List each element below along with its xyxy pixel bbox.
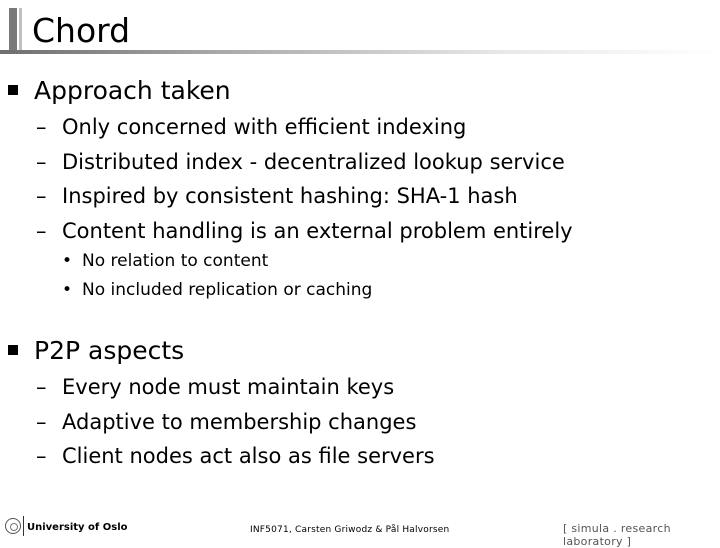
sub-list-item — [62, 279, 372, 301]
list-item — [36, 183, 518, 209]
dash-bullet-icon: – — [36, 410, 47, 434]
section-heading-text: P2P aspects — [34, 336, 185, 365]
footer-university: University of Oslo — [27, 522, 128, 533]
title-accent-bar — [9, 8, 17, 54]
slide-title: Chord — [32, 11, 131, 50]
footer-lab: [ simula . research laboratory ] — [563, 522, 671, 548]
title-accent-bar-light — [19, 8, 22, 54]
dash-bullet-icon: – — [36, 184, 47, 208]
university-seal-icon — [5, 518, 21, 534]
list-item-text: Distributed index - decentralized lookup service — [62, 150, 565, 174]
dash-bullet-icon: – — [36, 375, 47, 399]
sub-list-item — [62, 250, 268, 272]
footer-course: INF5071, Carsten Griwodz & Pål Halvorsen — [250, 525, 450, 535]
list-item — [36, 443, 435, 469]
list-item — [36, 374, 394, 400]
list-item-text: Content handling is an external problem entirely — [62, 219, 573, 243]
sub-list-item-text: No included replication or caching — [82, 280, 373, 300]
dash-bullet-icon: – — [36, 115, 47, 139]
list-item — [36, 218, 573, 244]
square-bullet-icon — [8, 85, 18, 95]
list-item — [36, 409, 416, 435]
sub-list-item-text: No relation to content — [82, 251, 269, 271]
section-heading-approach — [8, 76, 231, 106]
list-item — [36, 149, 565, 175]
list-item-text: Adaptive to membership changes — [62, 410, 417, 434]
list-item-text: Inspired by consistent hashing: SHA-1 hash — [62, 184, 518, 208]
section-heading-p2p — [8, 336, 184, 366]
dash-bullet-icon: – — [36, 219, 47, 243]
footer-divider — [23, 516, 24, 536]
list-item-text: Every node must maintain keys — [62, 375, 395, 399]
dash-bullet-icon: – — [36, 444, 47, 468]
square-bullet-icon — [8, 345, 18, 355]
list-item-text: Only concerned with efficient indexing — [62, 115, 467, 139]
dash-bullet-icon: – — [36, 150, 47, 174]
list-item — [36, 114, 466, 140]
title-underline — [0, 50, 720, 54]
dot-bullet-icon: • — [62, 280, 73, 300]
section-heading-text: Approach taken — [34, 76, 231, 105]
dot-bullet-icon: • — [62, 251, 73, 271]
list-item-text: Client nodes act also as file servers — [62, 444, 435, 468]
